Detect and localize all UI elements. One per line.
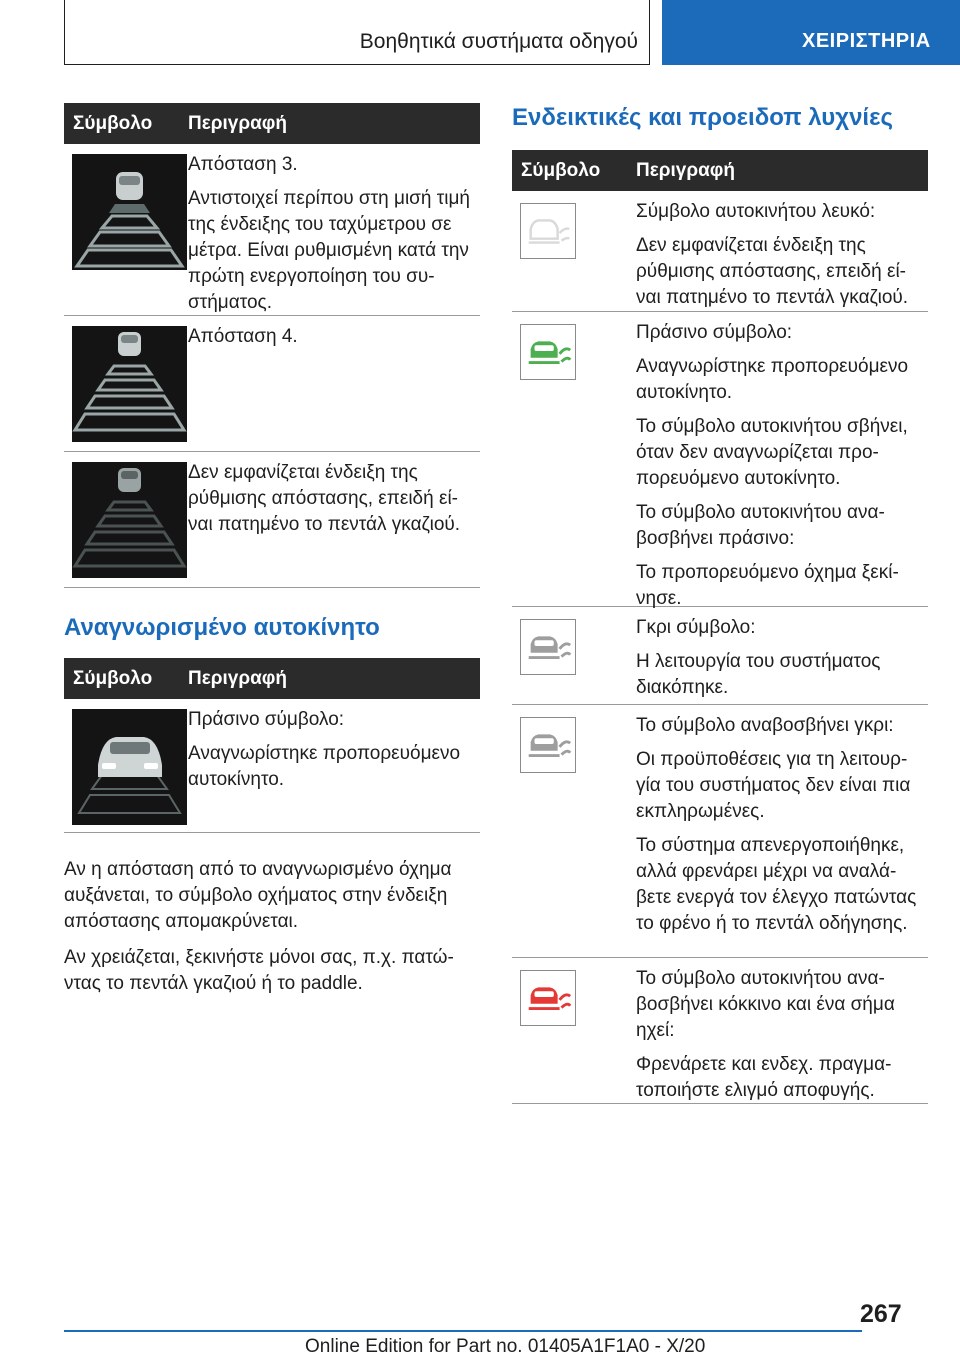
distance-4-display-image [72, 326, 187, 442]
car-white-icon [520, 203, 576, 259]
chapter-tab[interactable]: ΧΕΙΡΙΣΤΗΡΙΑ [662, 0, 960, 65]
section-title-warning-lamps: Ενδεικτικές και προειδοπ λυχνίες [512, 104, 893, 131]
section-title-recognized: Αναγνωρισμένο αυτοκίνητο [64, 614, 380, 641]
table-row [512, 607, 928, 705]
distance-table [64, 103, 480, 588]
row-text: Πράσινο σύμβολο: [188, 709, 345, 730]
distance-inactive-display-image [72, 462, 187, 578]
distance-3-display-image [72, 154, 187, 270]
section-name: Βοηθητικά συστήματα οδηγού [359, 30, 638, 53]
warning-lamps-table [512, 150, 928, 1104]
row-text: Αναγνωρίστηκε προπορευόμενο αυτοκίνητο. [636, 356, 909, 403]
row-text: Απόσταση 4. [188, 326, 298, 347]
col-description: Περιγραφή [636, 159, 735, 181]
row-text: Φρενάρετε και ενδεχ. πραγματοποιήστε ελιγμό αποφυγής. [636, 1054, 892, 1101]
row-text: Το σύμβολο αναβοσβήνει γκρι: [636, 715, 894, 736]
row-text: Το σύμβολο αυτοκινήτου αναβοσβήνει πράσινο: [636, 502, 885, 549]
car-red-icon [520, 970, 576, 1026]
row-text: Αναγνωρίστηκε προπορευόμενο αυτοκίνητο. [188, 743, 461, 790]
table-row [512, 312, 928, 607]
table-row [64, 144, 480, 316]
col-symbol: Σύμβολο [521, 159, 601, 181]
col-description: Περιγραφή [188, 112, 287, 134]
paragraph: Αν χρειάζεται, ξεκινήστε μόνοι σας, π.χ. πατώντας το πεντάλ γκαζιού ή το paddle. [64, 947, 454, 994]
row-text: Δεν εμφανίζεται ένδειξη της ρύθμισης απόστασης, επειδή είναι πατημένο το πεντάλ γκαζιού. [636, 235, 909, 308]
car-grey-icon [520, 619, 576, 675]
table-row [64, 452, 480, 588]
table-row [512, 958, 928, 1104]
row-text: Απόσταση 3. [188, 154, 298, 175]
row-text: Πράσινο σύμβολο: [636, 322, 793, 343]
row-text: Αντιστοιχεί περίπου στη μισή τιμή της ένδειξης του ταχύμετρου σε μέτρα. Είναι ρυθμισμένη κατά την πρώτη ενεργοποίηση του συστήματος. [188, 188, 470, 313]
recognized-body [64, 857, 484, 1007]
recognized-table [64, 658, 480, 833]
row-text: Η λειτουργία του συστήματος διακόπηκε. [636, 651, 881, 698]
row-text: Το προπορευόμενο όχημα ξεκίνησε. [636, 562, 899, 609]
row-text: Δεν εμφανίζεται ένδειξη της ρύθμισης απόστασης, επειδή είναι πατημένο το πεντάλ γκαζιού. [188, 462, 461, 535]
table-row [512, 705, 928, 958]
car-grey-flashing-icon [520, 717, 576, 773]
table-header [512, 150, 928, 191]
car-green-icon [520, 324, 576, 380]
table-header [64, 658, 480, 699]
row-text: Το σύμβολο αυτοκινήτου σβήνει, όταν δεν αναγνωρίζεται προπορευόμενο αυτοκίνητο. [636, 416, 908, 489]
edition-note: Online Edition for Part no. 01405A1F1A0 - X/20 [305, 1336, 706, 1357]
footer-divider [64, 1330, 862, 1332]
col-symbol: Σύμβολο [73, 667, 153, 689]
row-text: Το σύστημα απενεργοποιήθηκε, αλλά φρενάρει μέχρι να αναλάβετε ενεργά τον έλεγχο πατώντας το φρένο ή το πεντάλ οδήγησης. [636, 835, 917, 934]
row-text: Οι προϋποθέσεις για τη λειτουργία του συστήματος δεν είναι πια εκπληρωμένες. [636, 749, 911, 822]
table-row [512, 191, 928, 312]
col-description: Περιγραφή [188, 667, 287, 689]
row-text: Γκρι σύμβολο: [636, 617, 756, 638]
table-header [64, 103, 480, 144]
table-row [64, 316, 480, 452]
row-text: Σύμβολο αυτοκινήτου λευκό: [636, 201, 876, 222]
col-symbol: Σύμβολο [73, 112, 153, 134]
recognized-vehicle-display-image [72, 709, 187, 825]
table-row [64, 699, 480, 833]
page-number: 267 [860, 1300, 902, 1328]
row-text: Το σύμβολο αυτοκινήτου αναβοσβήνει κόκκινο και ένα σήμα ηχεί: [636, 968, 895, 1041]
paragraph: Αν η απόσταση από το αναγνωρισμένο όχημα αυξάνεται, το σύμβολο οχήματος στην ένδειξη απόστασης απομακρύνεται. [64, 859, 452, 932]
